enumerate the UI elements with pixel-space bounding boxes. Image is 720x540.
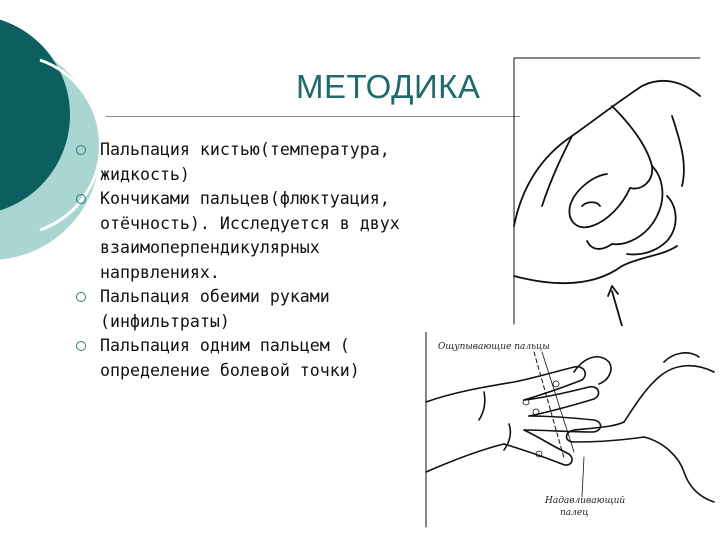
hand-palpation-illustration bbox=[512, 56, 702, 326]
bullet-text: Кончиками пальцев(флюктуация, отёчность). Исследуется в двух взаимоперпендикулярных напрвлениях. bbox=[100, 189, 400, 282]
bullet-item bbox=[72, 187, 412, 285]
bullet-text: Пальпация обеими руками (инфильтраты) bbox=[100, 287, 330, 331]
bullet-item bbox=[72, 138, 412, 187]
bullet-list bbox=[72, 138, 412, 383]
bullet-circle-icon bbox=[76, 194, 86, 204]
title-divider bbox=[106, 116, 520, 117]
bullet-text: Пальпация одним пальцем ( определение болевой точки) bbox=[100, 336, 360, 380]
bullet-circle-icon bbox=[76, 145, 86, 155]
bullet-circle-icon bbox=[76, 341, 86, 351]
bullet-item bbox=[72, 334, 412, 383]
bullet-item bbox=[72, 285, 412, 334]
slide-title: МЕТОДИКА bbox=[296, 68, 481, 105]
pressing-finger-label-line2: палец bbox=[560, 508, 589, 518]
pressing-finger-label-line1: Надавливающий bbox=[545, 496, 626, 506]
bullet-circle-icon bbox=[76, 292, 86, 302]
bullet-text: Пальпация кистью(температура, жидкость) bbox=[100, 140, 390, 184]
palpating-fingers-label: Ощупывающие пальцы bbox=[438, 342, 550, 352]
